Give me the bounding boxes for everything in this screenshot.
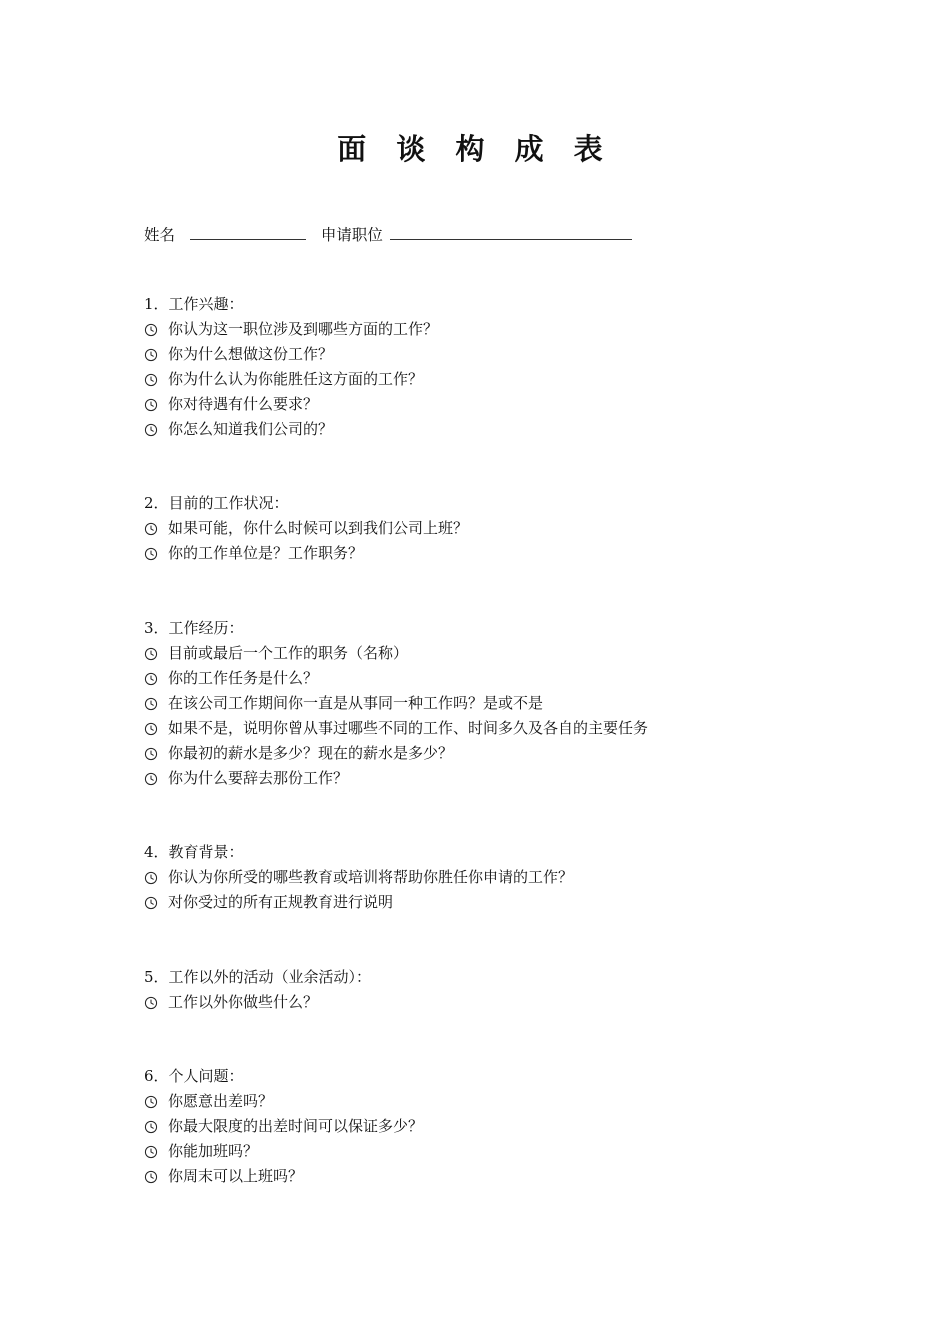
clock-bullet-icon [144,398,158,412]
question-item [144,641,648,666]
clock-bullet-icon [144,697,158,711]
question-item [144,741,648,766]
question-text: 你为什么要辞去那份工作？ [168,769,349,787]
clock-bullet-icon [144,547,158,561]
clock-bullet-icon [144,672,158,686]
section-heading: 1．工作兴趣： [144,295,244,313]
question-item [144,1139,423,1164]
question-item [144,342,438,367]
section-current-work-status [144,491,468,566]
question-item [144,417,438,442]
question-item [144,367,438,392]
question-item [144,317,438,342]
question-item [144,1164,423,1189]
clock-bullet-icon [144,1120,158,1134]
clock-bullet-icon [144,1095,158,1109]
clock-bullet-icon [144,1145,158,1159]
question-text: 工作以外你做些什么？ [168,993,319,1011]
page-title: 面 谈 构 成 表 [337,132,613,166]
question-text: 你怎么知道我们公司的？ [168,420,334,438]
question-item [144,1089,423,1114]
question-text: 你最大限度的出差时间可以保证多少？ [168,1117,424,1135]
clock-bullet-icon [144,747,158,761]
clock-bullet-icon [144,1170,158,1184]
question-text: 你为什么认为你能胜任这方面的工作？ [168,370,424,388]
clock-bullet-icon [144,871,158,885]
section-heading: 5．工作以外的活动（业余活动）： [144,968,372,986]
question-text: 你认为你所受的哪些教育或培训将帮助你胜任你申请的工作？ [168,868,574,886]
clock-bullet-icon [144,896,158,910]
clock-bullet-icon [144,373,158,387]
position-blank-field[interactable] [390,222,632,240]
clock-bullet-icon [144,423,158,437]
question-text: 你为什么想做这份工作？ [168,345,334,363]
question-text: 在该公司工作期间你一直是从事同一种工作吗？是或不是 [168,694,544,712]
question-text: 对你受过的所有正规教育进行说明 [168,893,394,911]
position-label: 申请职位 [320,226,383,244]
question-item [144,766,648,791]
section-outside-activities [144,965,371,1015]
question-item [144,666,648,691]
section-education [144,840,573,915]
question-item [144,541,468,566]
clock-bullet-icon [144,647,158,661]
question-item [144,865,573,890]
question-item [144,1114,423,1139]
question-text: 你的工作单位是？工作职务？ [168,544,364,562]
clock-bullet-icon [144,722,158,736]
question-text: 目前或最后一个工作的职务（名称） [168,644,409,662]
question-text: 你周末可以上班吗？ [168,1167,304,1185]
section-personal-questions [144,1064,423,1189]
question-text: 如果不是，说明你曾从事过哪些不同的工作、时间多久及各自的主要任务 [168,719,649,737]
clock-bullet-icon [144,348,158,362]
clock-bullet-icon [144,996,158,1010]
question-item [144,516,468,541]
question-text: 如果可能，你什么时候可以到我们公司上班？ [168,519,469,537]
section-heading: 6．个人问题： [144,1067,244,1085]
question-item [144,392,438,417]
section-heading: 4．教育背景： [144,843,244,861]
question-item [144,890,573,915]
section-heading: 3．工作经历： [144,619,244,637]
section-heading: 2．目前的工作状况： [144,494,289,512]
clock-bullet-icon [144,772,158,786]
question-item [144,716,648,741]
clock-bullet-icon [144,323,158,337]
section-work-interest [144,292,438,442]
question-item [144,990,371,1015]
question-text: 你的工作任务是什么？ [168,669,319,687]
question-text: 你认为这一职位涉及到哪些方面的工作？ [168,320,439,338]
question-text: 你最初的薪水是多少？现在的薪水是多少？ [168,744,454,762]
question-item [144,691,648,716]
clock-bullet-icon [144,522,158,536]
question-text: 你愿意出差吗？ [168,1092,274,1110]
name-label: 姓名 [144,226,176,244]
name-blank-field[interactable] [190,222,306,240]
section-work-experience [144,616,648,791]
question-text: 你对待遇有什么要求？ [168,395,319,413]
question-text: 你能加班吗？ [168,1142,259,1160]
applicant-info-line [144,222,632,247]
